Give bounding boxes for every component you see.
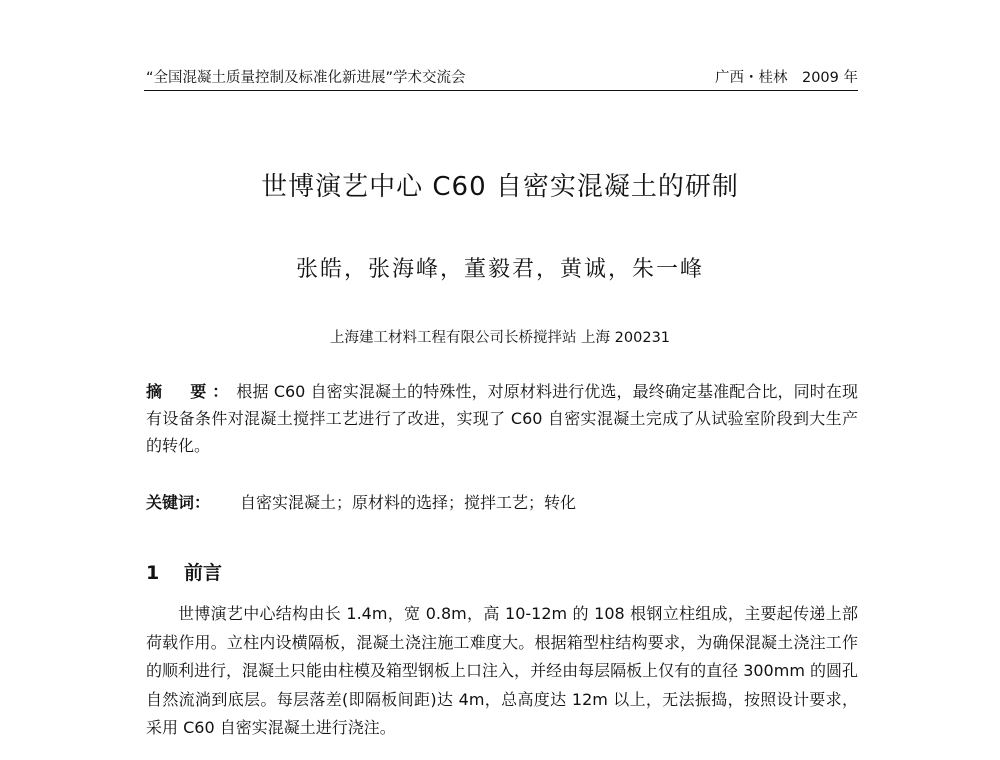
running-header-location-date: 广西・桂林 2009 年: [714, 70, 858, 86]
author-list: 张皓，张海峰，董毅君，黄诚，朱一峰: [295, 257, 704, 282]
keywords: [146, 490, 858, 513]
affiliation: 上海建工材料工程有限公司长桥搅拌站 上海 200231: [329, 330, 671, 346]
section-heading: [146, 558, 222, 585]
paper-title: 世博演艺中心 C60 自密实混凝土的研制: [261, 172, 739, 202]
running-header-conference: “全国混凝土质量控制及标准化新进展”学术交流会: [146, 70, 466, 86]
abstract: [146, 378, 858, 459]
section-number: 1: [146, 562, 160, 584]
abstract-label: 摘 要：: [146, 382, 235, 401]
keywords-label: 关键词：: [146, 493, 211, 512]
abstract-text: 根据 C60 自密实混凝土的特殊性，对原材料进行优选，最终确定基准配合比，同时在现有设备条件对混凝土搅拌工艺进行了改进，实现了 C60 自密实混凝土完成了从试验室阶段到大生产的转化。: [146, 382, 858, 455]
header-rule: [144, 90, 858, 91]
keywords-text: 自密实混凝土；原材料的选择；搅拌工艺；转化: [240, 493, 577, 512]
section-title: 前言: [184, 562, 223, 584]
body-paragraph: 世博演艺中心结构由长 1.4m，宽 0.8m，高 10-12m 的 108 根钢立柱组成，主要起传递上部荷载作用。立柱内设横隔板，混凝土浇注施工难度大。根据箱型柱结构要求，为确保混凝土浇注工作的顺利进行，混凝土只能由柱模及箱型钢板上口注入，并经由每层隔板上仅有的直径 300mm 的圆孔自然流淌到底层。每层落差(即隔板间距)达 4m，总高度达 12m 以上，无法振捣，按照设计要求，采用 C60 自密实混凝土进行浇注。: [146, 604, 858, 737]
